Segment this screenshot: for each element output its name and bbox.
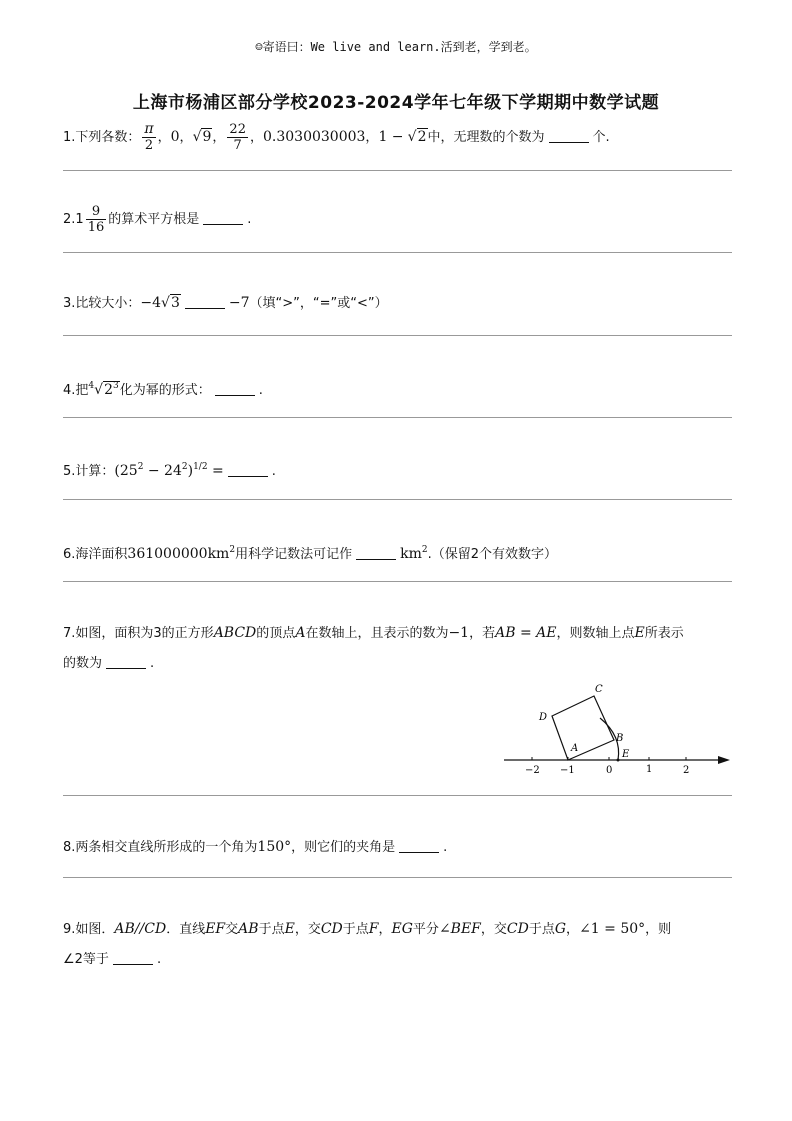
label-a: A [571, 743, 579, 754]
motto: ☺寄语曰：We live and learn.活到老，学到老。 [255, 40, 537, 54]
q7-abcd: ABCD [213, 625, 257, 641]
page-title: 上海市杨浦区部分学校2023-2024学年七年级下学期期中数学试题 [132, 93, 660, 113]
q1-frac-pi-2 [142, 122, 155, 153]
question-8: 8.两条相交直线所形成的一个角为150°，则它们的夹角是 . [63, 839, 448, 855]
q3-sqrt-3-rad: 3 [170, 295, 180, 311]
q7-ab-ae: AB = AE [495, 625, 557, 641]
q4-root: $^4√2^3$ [88, 381, 119, 398]
divider-8 [63, 877, 732, 878]
q4-answer-blank[interactable] [215, 381, 255, 396]
q6-suffix: .（保留2个有效数字） [427, 547, 557, 562]
q6-prefix: 6.海洋面积 [63, 547, 128, 562]
question-7: 7.如图，面积为3的正方形ABCD的顶点A在数轴上，且表示的数为−1，若AB = AE，则数轴上点E所表示 的数为 . [63, 625, 684, 671]
q1-sqrt-9-rad: 9 [202, 129, 212, 145]
q1-one-minus: 1 − [378, 129, 404, 145]
q5-prefix: 5.计算： [63, 464, 115, 479]
q3-expr-b: −7 [228, 295, 250, 311]
q7-a: A [295, 625, 306, 641]
q3-answer-blank[interactable] [185, 294, 225, 309]
tick-label-neg1: −1 [560, 765, 575, 776]
q2-prefix: 2.1 [63, 212, 84, 227]
divider-1 [63, 170, 732, 171]
question-6 [63, 535, 743, 570]
q4-end: . [258, 383, 263, 398]
q2-frac-num: 9 [86, 204, 107, 220]
question-5 [63, 452, 743, 487]
q5-exp2: 2 [181, 462, 188, 472]
question-9: 9.如图．AB//CD．直线EF交AB于点E，交CD于点F，EG平分∠BEF，交CD于点G，∠1 = 50°，则 ∠2等于 . [63, 921, 672, 967]
q4-exp: 3 [112, 381, 119, 391]
q1-frac2-num: 22 [229, 122, 246, 137]
q6-answer-blank[interactable] [356, 545, 396, 560]
label-d: D [539, 712, 548, 723]
q6-unit: $km^2$ [400, 545, 428, 562]
question-2 [63, 204, 743, 235]
tick-label-neg2: −2 [525, 765, 540, 776]
q1-prefix: 1.下列各数： [63, 130, 141, 145]
q7-figure [500, 678, 735, 778]
q2-answer-blank[interactable] [203, 210, 243, 225]
q4-root-index: 4 [88, 381, 95, 391]
divider-5 [63, 499, 732, 500]
q4-suffix: 化为幂的形式： [119, 383, 211, 398]
q5-exp3: 1/2 [193, 462, 208, 472]
q8-answer-blank[interactable] [399, 838, 439, 853]
tick-label-1: 1 [646, 764, 653, 775]
question-4 [63, 371, 743, 406]
q1-frac-den: 2 [144, 138, 154, 153]
q1-decimal: 0.3030030003 [262, 129, 366, 145]
q4-prefix: 4.把 [63, 383, 89, 398]
q1-zero: 0 [170, 129, 180, 145]
q2-suffix: 的算术平方根是 [108, 212, 200, 227]
q5-answer-blank[interactable] [228, 462, 268, 477]
q1-frac-num: π [144, 121, 154, 137]
q6-number: $361000000km^2$ [127, 545, 236, 562]
q6-mid: 用科学记数法可记作 [235, 547, 353, 562]
square-abcd [552, 696, 614, 760]
q5-exp1: 2 [137, 462, 144, 472]
tick-label-0: 0 [606, 765, 613, 776]
divider-4 [63, 417, 732, 418]
label-b: B [616, 733, 624, 744]
q2-frac-den: 16 [87, 220, 105, 235]
q1-frac2-den: 7 [233, 138, 242, 153]
q7-e: E [634, 625, 645, 641]
q1-suffix: 个. [592, 130, 610, 145]
q5-end: . [271, 464, 276, 479]
divider-6 [63, 581, 732, 582]
q1-mid: 中，无理数的个数为 [427, 130, 545, 145]
label-c: C [595, 684, 603, 695]
q1-sqrt-2: √2 [407, 129, 427, 145]
question-1: 1.下列各数： $\frac{\pi}{2}$ ，0，√9， $\frac{22}{7}$ ，0.3030030003，1 − √2中，无理数的个数为 个. [63, 121, 610, 153]
point-e [617, 759, 620, 762]
label-e: E [622, 749, 630, 760]
q3-prefix: 3.比较大小： [63, 296, 141, 311]
q1-answer-blank[interactable] [549, 128, 589, 143]
divider-3 [63, 335, 732, 336]
q9-angle1: ∠1 = 50° [579, 921, 646, 937]
q2-end: . [247, 212, 252, 227]
q1-sqrt-2-rad: 2 [417, 129, 427, 145]
q7-neg1: −1 [448, 625, 470, 641]
question-3 [63, 288, 743, 319]
q4-root-rad [103, 381, 120, 398]
number-line-arrow [718, 756, 730, 764]
q8-angle: 150° [257, 839, 292, 855]
tick-label-2: 2 [683, 765, 690, 776]
q3-sqrt-3: √3 [161, 295, 180, 311]
q2-frac [86, 204, 107, 235]
q4-base: 2 [104, 382, 113, 398]
divider-2 [63, 252, 732, 253]
q9-answer-blank[interactable] [113, 950, 153, 965]
q7-answer-blank[interactable] [106, 654, 146, 669]
q3-expr-a: −4 [140, 295, 162, 311]
q1-sqrt-9: √9 [192, 129, 212, 145]
divider-7 [63, 795, 732, 796]
q1-frac-22-7 [227, 122, 248, 153]
q5-expr: $(25^2 - 24^2)^{1/2}$ = [114, 462, 224, 479]
q3-suffix: （填“>”，“=”或“<”） [249, 296, 388, 311]
